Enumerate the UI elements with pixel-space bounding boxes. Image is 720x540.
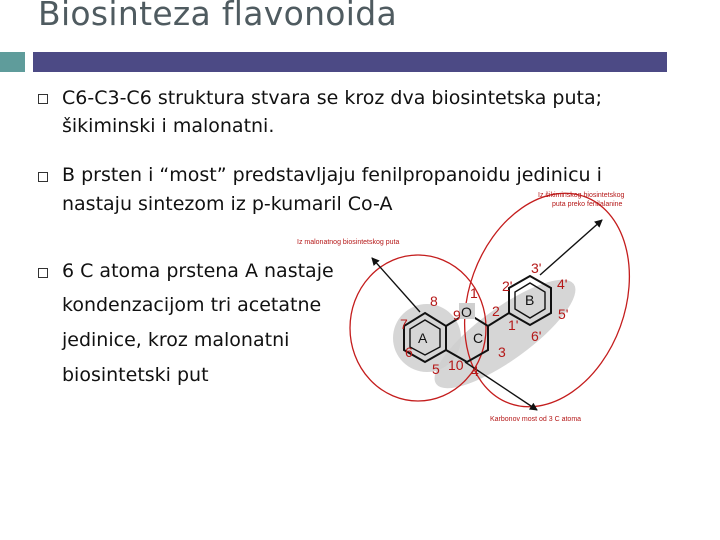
annotation-bridge: Karbonov most od 3 C atoma — [490, 416, 582, 423]
bullet-3-line-1: 6 C atoma prstena A nastaje — [62, 260, 334, 282]
atom-number-5-prime: 5' — [558, 306, 569, 322]
bullet-3-line-3: jedinice, kroz malonatni — [62, 329, 290, 351]
bullet-3-line-4: biosintetski put — [62, 364, 209, 386]
ring-label-c: C — [473, 330, 484, 346]
atom-number-6: 6 — [405, 344, 413, 360]
atom-number-1-prime: 1' — [508, 317, 519, 333]
atom-number-2: 2 — [492, 303, 500, 319]
annotation-malonate: Iz malonatnog biosintetskog puta — [297, 239, 400, 246]
atom-number-4: 4 — [471, 363, 479, 379]
ring-label-a: A — [418, 330, 428, 346]
atom-number-6-prime: 6' — [531, 328, 542, 344]
atom-number-3: 3 — [498, 344, 506, 360]
oxygen-label: O — [461, 304, 472, 320]
bullet-2-line-1: B prsten i “most” predstavljaju fenilpropanoidu jedinicu i — [62, 164, 602, 186]
bullet-1-line-1: C6-C3-C6 struktura stvara se kroz dva biosintetska puta; — [62, 87, 603, 109]
atom-number-3-prime: 3' — [531, 260, 542, 276]
atom-number-5: 5 — [432, 361, 440, 377]
bullet-3-line-2: kondenzacijom tri acetatne — [62, 294, 322, 316]
atom-number-10: 10 — [448, 357, 464, 373]
atom-number-1: 1 — [470, 285, 478, 301]
atom-number-2-prime: 2' — [502, 278, 513, 294]
annotation-shikimate-1: Iz šikiminskog biosintetskog — [538, 192, 625, 199]
ring-label-b: B — [525, 292, 535, 308]
atom-number-9: 9 — [453, 307, 461, 323]
arrow-shikimate — [540, 220, 602, 275]
atom-number-7: 7 — [400, 316, 408, 332]
annotation-shikimate-2: puta preko fenilalanine — [552, 201, 623, 208]
bullet-2-line-2: nastaju sintezom iz p-kumaril Co-A — [62, 193, 393, 215]
atom-number-4-prime: 4' — [557, 276, 568, 292]
arrow-malonate — [372, 258, 420, 312]
slide-title: Biosinteza flavonoida — [38, 0, 398, 33]
atom-number-8: 8 — [430, 293, 438, 309]
bullet-1-line-2: šikiminski i malonatni. — [62, 115, 275, 137]
